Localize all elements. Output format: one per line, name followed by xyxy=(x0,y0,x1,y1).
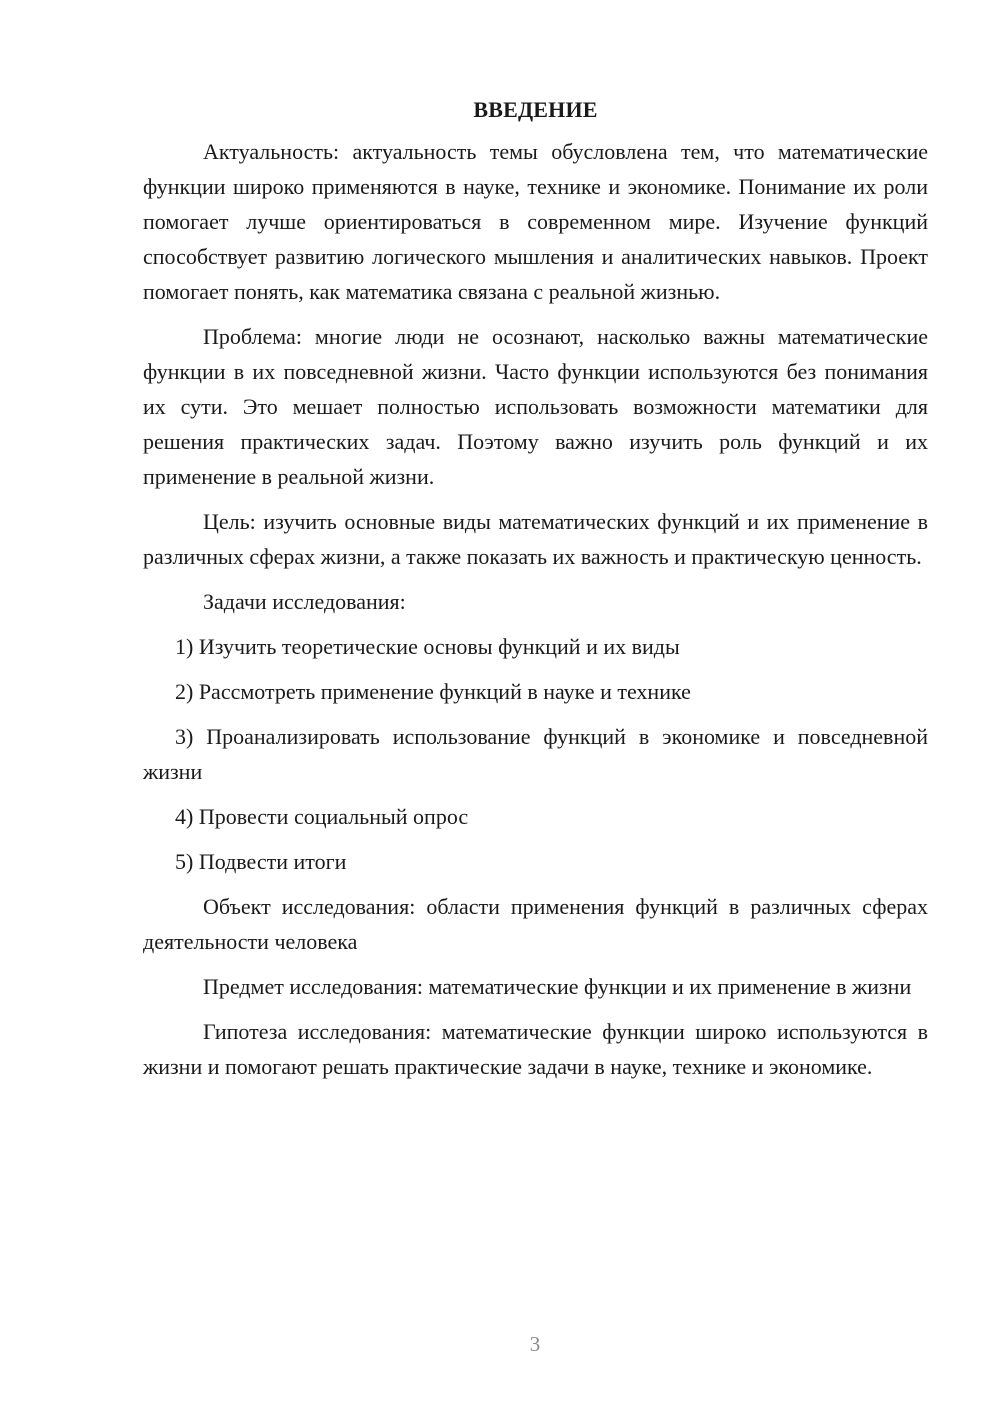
paragraph-problem: Проблема: многие люди не осознают, насколько важны математические функции в их повседневной жизни. Часто функции используются без понимания их сути. Это мешает полностью использовать возможности математики для решения практических задач. Поэтому важно изучить роль функций и их применение в реальной жизни. xyxy=(143,324,928,489)
paragraph-subject: Предмет исследования: математические функции и их применение в жизни xyxy=(203,974,912,999)
paragraph-hypothesis: Гипотеза исследования: математические функции широко используются в жизни и помогают решать практические задачи в науке, технике и экономике. xyxy=(143,1019,928,1079)
list-item: 5) Подвести итоги xyxy=(175,849,347,874)
section-title: ВВЕДЕНИЕ xyxy=(473,97,598,122)
paragraph-goal: Цель: изучить основные виды математических функций и их применение в различных сферах жизни, а также показать их важность и практическую ценность. xyxy=(143,509,928,569)
list-item: 2) Рассмотреть применение функций в науке и технике xyxy=(175,679,691,704)
list-item: 3) Проанализировать использование функций в экономике и повседневной жизни xyxy=(143,724,928,784)
document-page xyxy=(143,92,928,1094)
paragraph-object: Объект исследования: области применения функций в различных сферах деятельности человека xyxy=(143,894,928,954)
list-item: 1) Изучить теоретические основы функций и их виды xyxy=(175,634,680,659)
list-item: 4) Провести социальный опрос xyxy=(175,804,469,829)
paragraph-relevance: Актуальность: актуальность темы обусловлена тем, что математические функции широко применяются в науке, технике и экономике. Понимание их роли помогает лучше ориентироваться в современном мире. Изучение функций способствует развитию логического мышления и аналитических навыков. Проект помогает понять, как математика связана с реальной жизнью. xyxy=(143,139,928,304)
tasks-heading: Задачи исследования: xyxy=(203,589,406,614)
page-number: 3 xyxy=(529,1332,541,1356)
tasks-list xyxy=(143,629,928,879)
